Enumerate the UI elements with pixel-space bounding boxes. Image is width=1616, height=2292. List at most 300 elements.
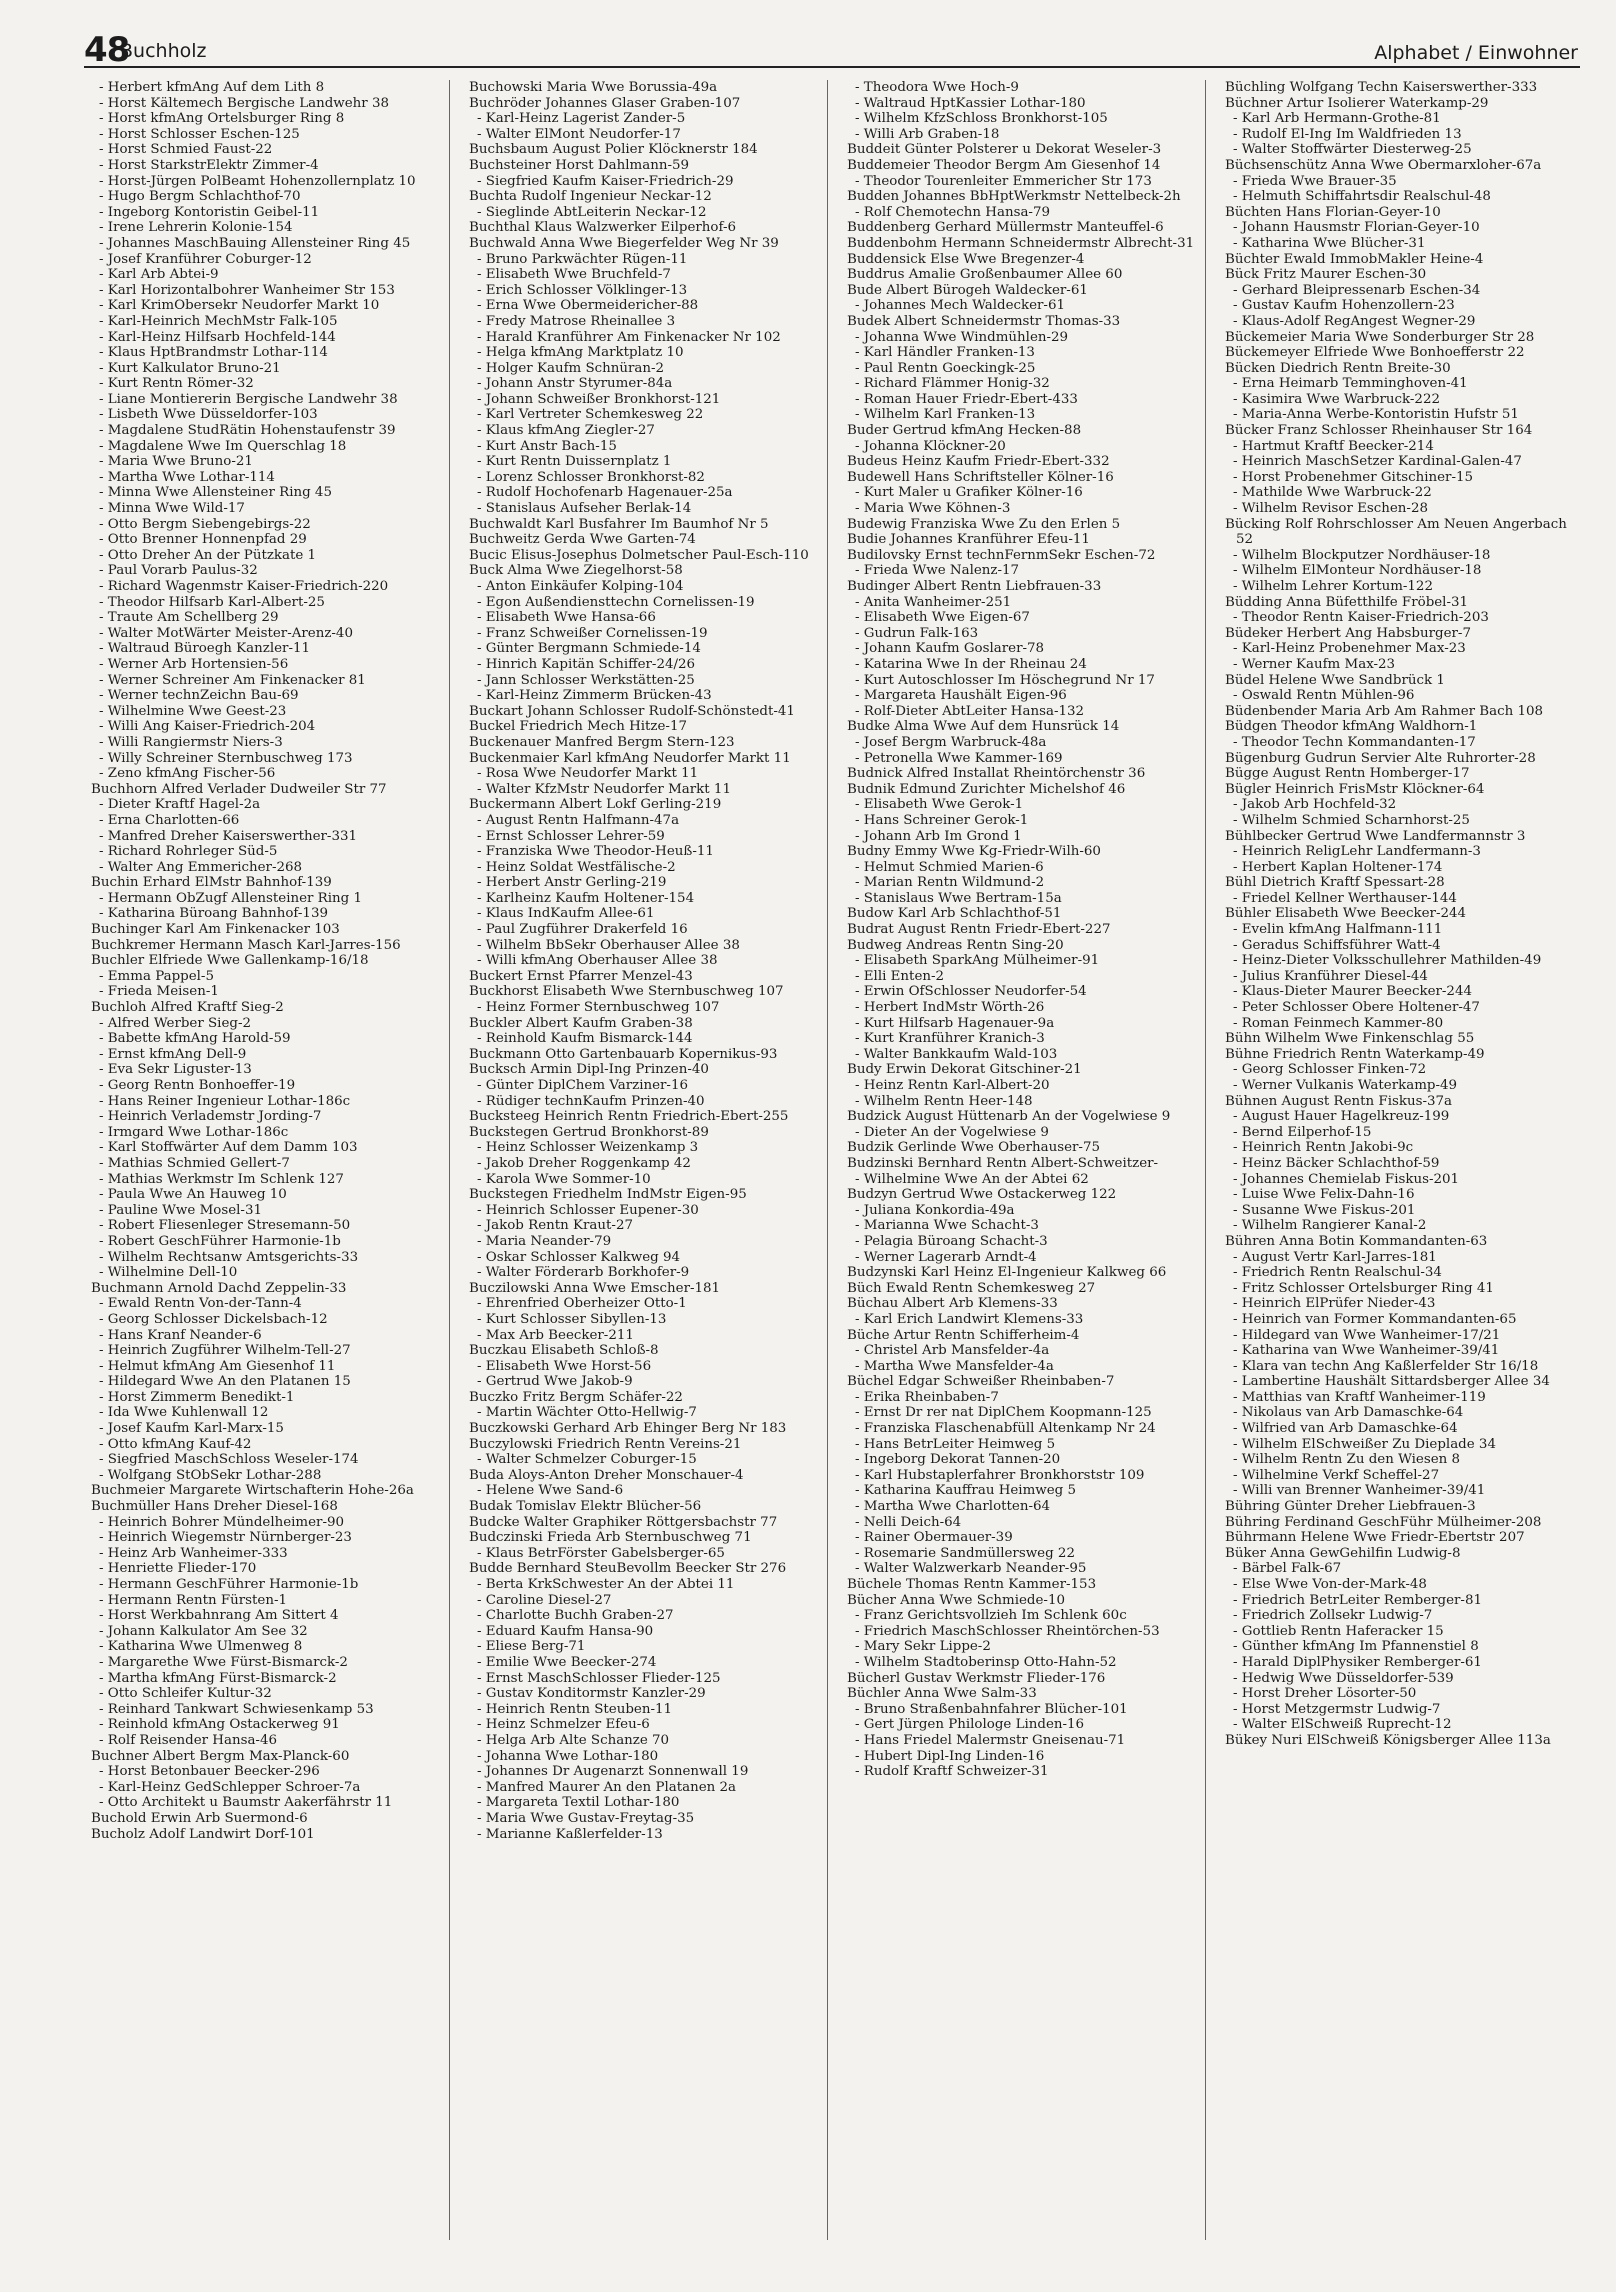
directory-entry: - Bernd Eilperhof-15: [1233, 1124, 1372, 1140]
directory-entry: - Hildegard van Wwe Wanheimer-17/21: [1233, 1327, 1501, 1343]
directory-entry: Buckart Johann Schlosser Rudolf-Schönstedt-41: [469, 703, 795, 719]
directory-entry: - Christel Arb Mansfelder-4a: [855, 1343, 1050, 1359]
directory-entry: Budzynski Karl Heinz El-Ingenieur Kalkweg 66: [847, 1265, 1167, 1281]
directory-entry: - Kurt Kranführer Kranich-3: [855, 1031, 1045, 1047]
directory-entry: Bühring Ferdinand GeschFühr Mülheimer-208: [1225, 1514, 1542, 1530]
directory-column-4: [1218, 80, 1583, 2240]
directory-entry: Büchner Artur Isolierer Waterkamp-29: [1225, 95, 1489, 111]
directory-entry: - Elisabeth Wwe Gerok-1: [855, 797, 1024, 813]
directory-entry: Büchter Ewald ImmobMakler Heine-4: [1225, 251, 1484, 267]
directory-entry: Büdding Anna Büfetthilfe Fröbel-31: [1225, 594, 1469, 610]
directory-entry: Bückemeyer Elfriede Wwe Bonhoefferstr 22: [1225, 345, 1525, 361]
directory-entry: - Hans Kranf Neander-6: [99, 1327, 262, 1343]
directory-entry: - Oskar Schlosser Kalkweg 94: [477, 1249, 680, 1265]
directory-entry: - Horst Betonbauer Beecker-296: [99, 1764, 320, 1780]
directory-entry: - Karl KrimObersekr Neudorfer Markt 10: [99, 298, 380, 314]
directory-entry: - Johannes Chemielab Fiskus-201: [1233, 1171, 1460, 1187]
directory-entry: - Jann Schlosser Werkstätten-25: [477, 672, 695, 688]
directory-entry: - Evelin kfmAng Halfmann-111: [1233, 922, 1443, 938]
directory-entry: Buchmüller Hans Dreher Diesel-168: [91, 1499, 338, 1515]
directory-entry: - Anton Einkäufer Kolping-104: [477, 579, 684, 594]
directory-entry: Bühl Dietrich Kraftf Spessart-28: [1225, 875, 1445, 891]
directory-entry: - Katarina Wwe In der Rheinau 24: [855, 656, 1087, 672]
directory-entry: - Georg Schlosser Dickelsbach-12: [99, 1311, 328, 1327]
directory-entry: - Ernst Dr rer nat DiplChem Koopmann-125: [855, 1405, 1152, 1421]
directory-entry: - Friedrich MaschSchlosser Rheintörchen-53: [855, 1623, 1160, 1639]
directory-entry: - Mathias Werkmstr Im Schlenk 127: [99, 1171, 344, 1187]
directory-entry: Budrat August Rentn Friedr-Ebert-227: [847, 922, 1111, 938]
directory-entry: - Karl Hubstaplerfahrer Bronkhorststr 109: [855, 1467, 1145, 1483]
directory-entry: - Ida Wwe Kuhlenwall 12: [99, 1405, 269, 1421]
directory-entry: - Johann Kalkulator Am See 32: [99, 1623, 308, 1639]
directory-entry: Budie Johannes Kranführer Efeu-11: [847, 532, 1090, 548]
directory-entry: Bückemeier Maria Wwe Sonderburger Str 28: [1225, 329, 1535, 345]
directory-entry: Bucksch Armin Dipl-Ing Prinzen-40: [469, 1062, 709, 1078]
directory-entry: - Hildegard Wwe An den Platanen 15: [99, 1374, 351, 1390]
directory-entry: - Horst Probenehmer Gitschiner-15: [1233, 469, 1474, 485]
directory-entry: - Heinrich MaschSetzer Kardinal-Galen-47: [1233, 454, 1522, 470]
directory-entry: - Otto Schleifer Kultur-32: [99, 1686, 272, 1702]
directory-entry: - Jakob Arb Hochfeld-32: [1233, 797, 1397, 813]
directory-entry: - Martha kfmAng Fürst-Bismarck-2: [99, 1670, 337, 1686]
directory-entry: Budden Johannes BbHptWerkmstr Nettelbeck-2h: [847, 189, 1181, 205]
directory-entry: - August Rentn Halfmann-47a: [477, 812, 680, 828]
directory-entry: - Heinz Rentn Karl-Albert-20: [855, 1078, 1050, 1093]
directory-entry: Büchler Anna Wwe Salm-33: [847, 1686, 1037, 1702]
directory-entry: - Emilie Wwe Beecker-274: [477, 1654, 657, 1670]
directory-entry: Buczkowski Gerhard Arb Ehinger Berg Nr 183: [469, 1421, 787, 1437]
directory-entry: - Magdalene Wwe Im Querschlag 18: [99, 438, 347, 454]
directory-entry: - Dieter An der Vogelwiese 9: [855, 1124, 1049, 1140]
directory-entry: Budnik Edmund Zurichter Michelshof 46: [847, 781, 1126, 797]
directory-entry: - Ehrenfried Oberheizer Otto-1: [477, 1296, 687, 1312]
directory-entry: Buckermann Albert Lokf Gerling-219: [469, 797, 722, 813]
directory-entry: - Marian Rentn Wildmund-2: [855, 875, 1045, 891]
directory-entry: - Klaus BetrFörster Gabelsberger-65: [477, 1545, 725, 1561]
directory-entry: - Harald Kranführer Am Finkenacker Nr 102: [477, 329, 781, 345]
directory-entry: - Heinz Bäcker Schlachthof-59: [1233, 1155, 1440, 1171]
directory-entry: - Mathilde Wwe Warbruck-22: [1233, 485, 1432, 501]
directory-entry: - Gustav Konditormstr Kanzler-29: [477, 1686, 706, 1702]
directory-entry: - Martin Wächter Otto-Hellwig-7: [477, 1405, 697, 1421]
directory-entry: - Walter Stoffwärter Diesterweg-25: [1233, 142, 1472, 158]
directory-entry: - Werner Lagerarb Arndt-4: [855, 1249, 1037, 1265]
directory-entry: Buchinger Karl Am Finkenacker 103: [91, 922, 340, 938]
directory-entry: - Wilhelm Rentn Heer-148: [855, 1093, 1033, 1109]
directory-entry: - Heinrich ElPrüfer Nieder-43: [1233, 1296, 1436, 1312]
directory-entry: - Erna Heimarb Temminghoven-41: [1233, 376, 1468, 392]
directory-entry: - Ernst Schlosser Lehrer-59: [477, 828, 665, 844]
directory-entry: - Karl-Heinz Hilfsarb Hochfeld-144: [99, 329, 336, 345]
directory-entry: - Bärbel Falk-67: [1233, 1561, 1342, 1577]
directory-entry: - Horst Dreher Lösorter-50: [1233, 1686, 1417, 1702]
directory-entry: - Anita Wanheimer-251: [855, 594, 1012, 610]
directory-entry: Buddenbohm Hermann Schneidermstr Albrecht-31: [847, 235, 1195, 251]
directory-entry: Bühring Günter Dreher Liebfrauen-3: [1225, 1499, 1476, 1515]
directory-entry: - Heinrich van Former Kommandanten-65: [1233, 1311, 1517, 1327]
directory-entry: - Kurt Rentn Duissernplatz 1: [477, 454, 672, 470]
directory-entry: - Theodor Techn Kommandanten-17: [1233, 734, 1476, 750]
directory-entry: - Minna Wwe Allensteiner Ring 45: [99, 485, 332, 501]
directory-entry: - Günter Bergmann Schmiede-14: [477, 641, 701, 657]
directory-entry: - Rolf Reisender Hansa-46: [99, 1732, 277, 1748]
directory-entry: - Manfred Maurer An den Platanen 2a: [477, 1779, 737, 1795]
directory-entry: - Wilhelm Rangierer Kanal-2: [1233, 1218, 1427, 1234]
directory-entry: - Elisabeth Wwe Eigen-67: [855, 610, 1030, 626]
directory-column-3: [840, 80, 1206, 2240]
directory-entry: Budow Karl Arb Schlachthof-51: [847, 906, 1062, 922]
directory-entry: - Lambertine Haushält Sittardsberger Allee 34: [1233, 1374, 1550, 1390]
directory-entry: - Karl Vertreter Schemkesweg 22: [477, 407, 704, 423]
directory-entry: - Otto Bergm Siebengebirgs-22: [99, 516, 311, 532]
directory-entry: - Klaus-Adolf RegAngest Wegner-29: [1233, 313, 1476, 329]
directory-entry: - Karlheinz Kaufm Holtener-154: [477, 890, 695, 906]
directory-entry: - Karola Wwe Sommer-10: [477, 1171, 651, 1187]
directory-entry: - Erna Wwe Obermeidericher-88: [477, 298, 699, 314]
directory-entry: - Karl Stoffwärter Auf dem Damm 103: [99, 1140, 358, 1156]
directory-entry: Budzinski Bernhard Rentn Albert-Schweitzer-: [847, 1155, 1159, 1171]
directory-entry: - Karl-Heinrich MechMstr Falk-105: [99, 313, 338, 329]
directory-entry: - Karl Arb Abtei-9: [99, 267, 219, 283]
directory-entry: Buckhorst Elisabeth Wwe Sternbuschweg 107: [469, 984, 784, 1000]
directory-entry: Buchta Rudolf Ingenieur Neckar-12: [469, 189, 712, 205]
directory-entry: - Johanna Wwe Lothar-180: [477, 1748, 659, 1764]
directory-entry: Bügler Heinrich FrisMstr Klöckner-64: [1225, 781, 1485, 797]
directory-entry: Buchwaldt Karl Busfahrer Im Baumhof Nr 5: [469, 516, 769, 532]
directory-entry: - Wilhelmine Verkf Scheffel-27: [1233, 1467, 1440, 1483]
directory-entry: - Paul Vorarb Paulus-32: [99, 563, 258, 579]
directory-entry: - Peter Schlosser Obere Holtener-47: [1233, 1000, 1480, 1016]
directory-entry: - Wilhelm BbSekr Oberhauser Allee 38: [477, 937, 740, 953]
directory-entry: - Traute Am Schellberg 29: [99, 610, 279, 626]
directory-entry: - Elisabeth Wwe Bruchfeld-7: [477, 267, 671, 283]
directory-entry: - Ingeborg Dekorat Tannen-20: [855, 1452, 1061, 1468]
directory-entry: Büchau Albert Arb Klemens-33: [847, 1296, 1058, 1312]
directory-entry: - Wilhelm Revisor Eschen-28: [1233, 501, 1428, 517]
directory-entry: - Heinrich Rentn Steuben-11: [477, 1701, 673, 1717]
directory-entry: - Siegfried Kaufm Kaiser-Friedrich-29: [477, 173, 734, 189]
directory-entry: Buchhorn Alfred Verlader Dudweiler Str 77: [91, 781, 387, 797]
directory-entry: - Wilhelm Karl Franken-13: [855, 407, 1036, 423]
directory-entry: - Heinrich Bohrer Mündelheimer-90: [99, 1514, 345, 1530]
directory-entry: - Horst Schlosser Eschen-125: [99, 126, 300, 142]
directory-entry: - Hartmut Kraftf Beecker-214: [1233, 438, 1434, 454]
directory-entry: - Karl-Heinz Probenehmer Max-23: [1233, 641, 1466, 657]
directory-entry: Budewell Hans Schriftsteller Kölner-16: [847, 469, 1114, 485]
directory-entry: Budde Bernhard SteuBevollm Beecker Str 276: [469, 1561, 787, 1577]
directory-entry: - Rosa Wwe Neudorfer Markt 11: [477, 766, 699, 782]
directory-entry: Buddensick Else Wwe Bregenzer-4: [847, 251, 1085, 267]
directory-entry: Buddenberg Gerhard Müllermstr Manteuffel-6: [847, 220, 1164, 236]
directory-entry: Bude Albert Bürogeh Waldecker-61: [847, 282, 1088, 298]
directory-entry: - Franz Schweißer Cornelissen-19: [477, 625, 708, 641]
directory-entry: - Horst-Jürgen PolBeamt Hohenzollernplatz 10: [99, 173, 416, 189]
directory-entry: - Nelli Deich-64: [855, 1514, 962, 1530]
directory-entry: - Wilhelmine Wwe An der Abtei 62: [855, 1171, 1089, 1187]
directory-entry: - Maria-Anna Werbe-Kontoristin Hufstr 51: [1233, 407, 1519, 423]
directory-entry: - Helga Arb Alte Schanze 70: [477, 1732, 670, 1748]
directory-entry: - Rolf-Dieter AbtLeiter Hansa-132: [855, 703, 1085, 719]
directory-entry: - Susanne Wwe Fiskus-201: [1233, 1202, 1416, 1218]
directory-entry: Budeus Heinz Kaufm Friedr-Ebert-332: [847, 454, 1110, 470]
directory-entry: - Karl-Heinz Zimmerm Brücken-43: [477, 688, 712, 704]
directory-entry: - Willi Rangiermstr Niers-3: [99, 734, 283, 750]
directory-entry: Budy Erwin Dekorat Gitschiner-21: [847, 1062, 1082, 1078]
directory-entry: Bükey Nuri ElSchweiß Königsberger Allee 113a: [1225, 1732, 1551, 1748]
directory-entry: - Klaus kfmAng Ziegler-27: [477, 423, 655, 439]
directory-entry: - Walter Ang Emmericher-268: [99, 859, 303, 875]
directory-entry: - Kurt Autoschlosser Im Höschegrund Nr 17: [855, 672, 1155, 688]
directory-entry: - Hinrich Kapitän Schiffer-24/26: [477, 656, 696, 672]
directory-entry: - Karl Horizontalbohrer Wanheimer Str 153: [99, 282, 395, 298]
directory-entry: Buchsteiner Horst Dahlmann-59: [469, 157, 690, 173]
directory-entry: - Wilhelm ElMonteur Nordhäuser-18: [1233, 563, 1482, 579]
directory-entry: - Paula Wwe An Hauweg 10: [99, 1187, 287, 1203]
directory-entry: - Otto Dreher An der Pützkate 1: [99, 547, 317, 563]
directory-entry: - Eva Sekr Liguster-13: [99, 1062, 252, 1078]
directory-entry: Buckenauer Manfred Bergm Stern-123: [469, 734, 735, 750]
page-number: 48: [84, 30, 130, 70]
directory-entry: Bühne Friedrich Rentn Waterkamp-49: [1225, 1046, 1485, 1062]
directory-entry: - Horst Zimmerm Benedikt-1: [99, 1389, 295, 1405]
directory-entry: - Irmgard Wwe Lothar-186c: [99, 1124, 289, 1140]
directory-entry: Bücking Rolf Rohrschlosser Am Neuen Angerbach 52: [1225, 516, 1567, 548]
directory-entry: - Kurt Schlosser Sibyllen-13: [477, 1311, 667, 1327]
directory-entry: - Ernst kfmAng Dell-9: [99, 1046, 247, 1062]
directory-entry: - Hans BetrLeiter Heimweg 5: [855, 1436, 1056, 1452]
directory-entry: - Heinrich Rentn Jakobi-9c: [1233, 1140, 1414, 1156]
directory-entry: Buchler Elfriede Wwe Gallenkamp-16/18: [91, 953, 369, 969]
directory-entry: - Rudolf Hochofenarb Hagenauer-25a: [477, 485, 733, 501]
directory-entry: - Gottlieb Rentn Haferacker 15: [1233, 1623, 1444, 1639]
directory-entry: Budnick Alfred Installat Rheintörchenstr 36: [847, 766, 1146, 782]
directory-entry: Buckstegen Gertrud Bronkhorst-89: [469, 1124, 709, 1140]
directory-entry: - Holger Kaufm Schnüran-2: [477, 360, 665, 376]
directory-entry: Bühler Elisabeth Wwe Beecker-244: [1225, 906, 1467, 922]
directory-entry: - August Hauer Hagelkreuz-199: [1233, 1109, 1450, 1125]
directory-entry: - Fritz Schlosser Ortelsburger Ring 41: [1233, 1280, 1494, 1296]
directory-entry: - Karl Arb Hermann-Grothe-81: [1233, 111, 1441, 127]
directory-entry: - Georg Rentn Bonhoeffer-19: [99, 1078, 296, 1093]
directory-entry: - Siegfried MaschSchloss Weseler-174: [99, 1452, 359, 1468]
directory-entry: - Rudolf Kraftf Schweizer-31: [855, 1764, 1049, 1780]
directory-entry: - Günter DiplChem Varziner-16: [477, 1078, 688, 1093]
directory-entry: - Heinrich ReligLehr Landfermann-3: [1233, 844, 1481, 860]
directory-entry: - Wilhelm Blockputzer Nordhäuser-18: [1233, 547, 1491, 563]
directory-entry: Buckstegen Friedhelm IndMstr Eigen-95: [469, 1187, 747, 1203]
directory-entry: Büchten Hans Florian-Geyer-10: [1225, 204, 1441, 220]
directory-entry: - Heinz Arb Wanheimer-333: [99, 1545, 288, 1561]
directory-entry: - Kurt Anstr Bach-15: [477, 438, 617, 454]
directory-entry: - Oswald Rentn Mühlen-96: [1233, 688, 1415, 704]
directory-entry: - Lisbeth Wwe Düsseldorfer-103: [99, 407, 318, 423]
directory-entry: Bucic Elisus-Josephus Dolmetscher Paul-Esch-110: [469, 547, 809, 563]
directory-entry: - Wilhelmine Wwe Geest-23: [99, 703, 287, 719]
directory-entry: - Rosemarie Sandmüllersweg 22: [855, 1545, 1075, 1561]
directory-entry: - Dieter Kraftf Hagel-2a: [99, 797, 261, 813]
directory-entry: - Paul Zugführer Drakerfeld 16: [477, 922, 688, 938]
directory-entry: - Sieglinde AbtLeiterin Neckar-12: [477, 204, 707, 220]
directory-entry: Buchmann Arnold Dachd Zeppelin-33: [91, 1280, 347, 1296]
directory-entry: Buddrus Amalie Großenbaumer Allee 60: [847, 267, 1123, 283]
directory-entry: - Ingeborg Kontoristin Geibel-11: [99, 204, 320, 220]
directory-entry: - Berta KrkSchwester An der Abtei 11: [477, 1577, 735, 1592]
directory-entry: - Helmut kfmAng Am Giesenhof 11: [99, 1358, 336, 1374]
directory-entry: Bücken Diedrich Rentn Breite-30: [1225, 360, 1451, 376]
directory-entry: Bühn Wilhelm Wwe Finkenschlag 55: [1225, 1031, 1475, 1047]
directory-entry: - Heinz Former Sternbuschweg 107: [477, 1000, 720, 1016]
directory-entry: - Horst Kältemech Bergische Landwehr 38: [99, 95, 389, 111]
directory-entry: - Walter ElSchweiß Ruprecht-12: [1233, 1717, 1452, 1733]
directory-entry: - Horst StarkstrElektr Zimmer-4: [99, 157, 319, 173]
directory-entry: - Johann Arb Im Grond 1: [855, 828, 1022, 844]
directory-entry: - Reinhard Tankwart Schwiesenkamp 53: [99, 1701, 374, 1717]
directory-entry: Buczylowski Friedrich Rentn Vereins-21: [469, 1436, 742, 1452]
directory-entry: - Johann Kaufm Goslarer-78: [855, 641, 1045, 657]
directory-entry: - Johann Hausmstr Florian-Geyer-10: [1233, 220, 1480, 236]
directory-entry: - Rainer Obermauer-39: [855, 1530, 1013, 1546]
directory-entry: - Theodor Tourenleiter Emmericher Str 173: [855, 173, 1152, 189]
directory-entry: - Maria Neander-79: [477, 1233, 612, 1249]
directory-entry: - Kurt Maler u Grafiker Kölner-16: [855, 485, 1083, 501]
directory-entry: Buchloh Alfred Kraftf Sieg-2: [91, 1000, 284, 1016]
directory-entry: Budzik Gerlinde Wwe Oberhauser-75: [847, 1140, 1100, 1156]
directory-entry: - Elisabeth SparkAng Mülheimer-91: [855, 953, 1100, 969]
directory-entry: - Gert Jürgen Philologe Linden-16: [855, 1717, 1085, 1733]
directory-entry: - Wilhelm Rentn Zu den Wiesen 8: [1233, 1452, 1461, 1468]
directory-entry: - Frieda Meisen-1: [99, 984, 219, 1000]
directory-entry: - Heinrich Verlademstr Jording-7: [99, 1109, 322, 1125]
directory-entry: - Robert GeschFührer Harmonie-1b: [99, 1233, 341, 1249]
directory-entry: - Johann Schweißer Bronkhorst-121: [477, 391, 721, 407]
directory-entry: - Hermann GeschFührer Harmonie-1b: [99, 1577, 359, 1592]
directory-entry: - Lorenz Schlosser Bronkhorst-82: [477, 469, 705, 485]
directory-entry: Buddeit Günter Polsterer u Dekorat Weseler-3: [847, 142, 1162, 158]
directory-entry: - Hans Reiner Ingenieur Lothar-186c: [99, 1093, 351, 1109]
directory-entry: - Hermann Rentn Fürsten-1: [99, 1592, 288, 1608]
directory-entry: Bühnen August Rentn Fiskus-37a: [1225, 1093, 1453, 1109]
directory-entry: - Johannes MaschBauing Allensteiner Ring 45: [99, 235, 411, 251]
directory-entry: - Otto Brenner Honnenpfad 29: [99, 532, 307, 548]
directory-entry: - Mathias Schmied Gellert-7: [99, 1155, 290, 1171]
directory-entry: - Mary Sekr Lippe-2: [855, 1639, 991, 1655]
directory-entry: - Johannes Dr Augenarzt Sonnenwall 19: [477, 1764, 749, 1780]
directory-entry: - Helmuth Schiffahrtsdir Realschul-48: [1233, 189, 1491, 205]
directory-entry: - Wilhelm Rechtsanw Amtsgerichts-33: [99, 1249, 359, 1265]
directory-entry: - Willy Schreiner Sternbuschweg 173: [99, 750, 353, 766]
directory-entry: - Juliana Konkordia-49a: [855, 1202, 1015, 1218]
directory-entry: - Maria Wwe Gustav-Freytag-35: [477, 1810, 695, 1826]
directory-entry: - Johann Anstr Styrumer-84a: [477, 376, 673, 392]
directory-entry: - Kurt Rentn Römer-32: [99, 376, 254, 392]
directory-entry: Buchweitz Gerda Wwe Garten-74: [469, 532, 696, 548]
directory-entry: - Robert Fliesenleger Stresemann-50: [99, 1218, 351, 1234]
directory-entry: - Erika Rheinbaben-7: [855, 1389, 999, 1405]
directory-entry: - Willi Ang Kaiser-Friedrich-204: [99, 719, 316, 735]
directory-entry: Buczilowski Anna Wwe Emscher-181: [469, 1280, 721, 1296]
directory-entry: - Martha Wwe Charlotten-64: [855, 1499, 1051, 1515]
directory-entry: - Reinhold Kaufm Bismarck-144: [477, 1031, 693, 1047]
directory-entry: - Martha Wwe Mansfelder-4a: [855, 1358, 1054, 1374]
directory-entry: - Elisabeth Wwe Horst-56: [477, 1358, 652, 1374]
directory-entry: - Eliese Berg-71: [477, 1639, 586, 1655]
directory-entry: - Magdalene StudRätin Hohenstaufenstr 39: [99, 423, 396, 439]
directory-entry: Bück Fritz Maurer Eschen-30: [1225, 267, 1427, 283]
directory-entry: - Henriette Flieder-170: [99, 1561, 257, 1577]
directory-entry: - Heinz-Dieter Volksschullehrer Mathilden-49: [1233, 953, 1542, 969]
directory-entry: - Richard Rohrleger Süd-5: [99, 844, 278, 860]
directory-entry: - Johanna Klöckner-20: [855, 438, 1006, 454]
directory-entry: - Bruno Straßenbahnfahrer Blücher-101: [855, 1701, 1128, 1717]
directory-entry: - Herbert Anstr Gerling-219: [477, 875, 667, 891]
directory-entry: - Reinhold kfmAng Ostackerweg 91: [99, 1717, 340, 1733]
directory-entry: - Margarethe Wwe Fürst-Bismarck-2: [99, 1654, 348, 1670]
directory-entry: - Wilhelm Lehrer Kortum-122: [1233, 579, 1433, 594]
directory-entry: - Walter Walzwerkarb Neander-95: [855, 1561, 1087, 1577]
directory-column-1: [84, 80, 450, 2240]
directory-entry: - Hubert Dipl-Ing Linden-16: [855, 1748, 1045, 1764]
directory-entry: Büchele Thomas Rentn Kammer-153: [847, 1577, 1097, 1592]
directory-entry: - Frieda Wwe Brauer-35: [1233, 173, 1397, 189]
directory-entry: - Rolf Chemotechn Hansa-79: [855, 204, 1050, 220]
directory-entry: - Gerhard Bleipressenarb Eschen-34: [1233, 282, 1481, 298]
directory-entry: - Caroline Diesel-27: [477, 1592, 612, 1608]
directory-entry: Budewig Franziska Wwe Zu den Erlen 5: [847, 516, 1121, 532]
directory-entry: - Walter ElMont Neudorfer-17: [477, 126, 681, 142]
directory-entry: - Heinrich Schlosser Eupener-30: [477, 1202, 699, 1218]
directory-entry: - Gertrud Wwe Jakob-9: [477, 1374, 633, 1390]
directory-entry: - Theodor Rentn Kaiser-Friedrich-203: [1233, 610, 1489, 626]
directory-entry: Buchkremer Hermann Masch Karl-Jarres-156: [91, 937, 401, 953]
directory-entry: - Fredy Matrose Rheinallee 3: [477, 313, 676, 329]
directory-entry: - Horst kfmAng Ortelsburger Ring 8: [99, 111, 345, 127]
directory-entry: Buchner Albert Bergm Max-Planck-60: [91, 1748, 350, 1764]
directory-entry: Bührmann Helene Wwe Friedr-Ebertstr 207: [1225, 1530, 1525, 1546]
directory-entry: - Hedwig Wwe Düsseldorfer-539: [1233, 1670, 1454, 1686]
directory-entry: Budczinski Frieda Arb Sternbuschweg 71: [469, 1530, 752, 1546]
directory-entry: - Gudrun Falk-163: [855, 625, 979, 641]
place-name: Buchholz: [120, 40, 207, 62]
directory-entry: - Herbert IndMstr Wörth-26: [855, 1000, 1045, 1016]
directory-entry: - Rüdiger technKaufm Prinzen-40: [477, 1093, 705, 1109]
directory-entry: - Heinz Schlosser Weizenkamp 3: [477, 1140, 699, 1156]
directory-entry: - Paul Rentn Goeckingk-25: [855, 360, 1036, 376]
directory-entry: - Roman Feinmech Kammer-80: [1233, 1015, 1444, 1031]
directory-entry: - Werner Schreiner Am Finkenacker 81: [99, 672, 366, 688]
directory-entry: - Walter KfzMstr Neudorfer Markt 11: [477, 781, 731, 797]
directory-entry: - Johanna Wwe Windmühlen-29: [855, 329, 1069, 345]
directory-entry: - Martha Wwe Lothar-114: [99, 469, 275, 485]
directory-entry: Buchold Erwin Arb Suermond-6: [91, 1810, 308, 1826]
directory-entry: - Herbert Kaplan Holtener-174: [1233, 859, 1443, 875]
directory-entry: - Pauline Wwe Mosel-31: [99, 1202, 262, 1218]
directory-entry: - Petronella Wwe Kammer-169: [855, 750, 1063, 766]
directory-entry: - Karl Erich Landwirt Klemens-33: [855, 1311, 1084, 1327]
directory-entry: - Karl Händler Franken-13: [855, 345, 1035, 361]
directory-entry: - Bruno Parkwächter Rügen-11: [477, 251, 688, 267]
directory-entry: - Eduard Kaufm Hansa-90: [477, 1623, 654, 1639]
directory-entry: - Margareta Haushält Eigen-96: [855, 688, 1067, 704]
directory-entry: - Walter Schmelzer Coburger-15: [477, 1452, 697, 1468]
directory-entry: - Elisabeth Wwe Hansa-66: [477, 610, 656, 626]
directory-entry: Buckmann Otto Gartenbauarb Kopernikus-93: [469, 1046, 778, 1062]
directory-entry: Budweg Andreas Rentn Sing-20: [847, 937, 1064, 953]
directory-entry: - Hans Friedel Malermstr Gneisenau-71: [855, 1732, 1126, 1748]
directory-entry: - Minna Wwe Wild-17: [99, 501, 245, 517]
directory-entry: - Johannes Mech Waldecker-61: [855, 298, 1065, 314]
directory-entry: - Richard Wagenmstr Kaiser-Friedrich-220: [99, 579, 389, 594]
directory-entry: Büdeker Herbert Ang Habsburger-7: [1225, 625, 1471, 641]
